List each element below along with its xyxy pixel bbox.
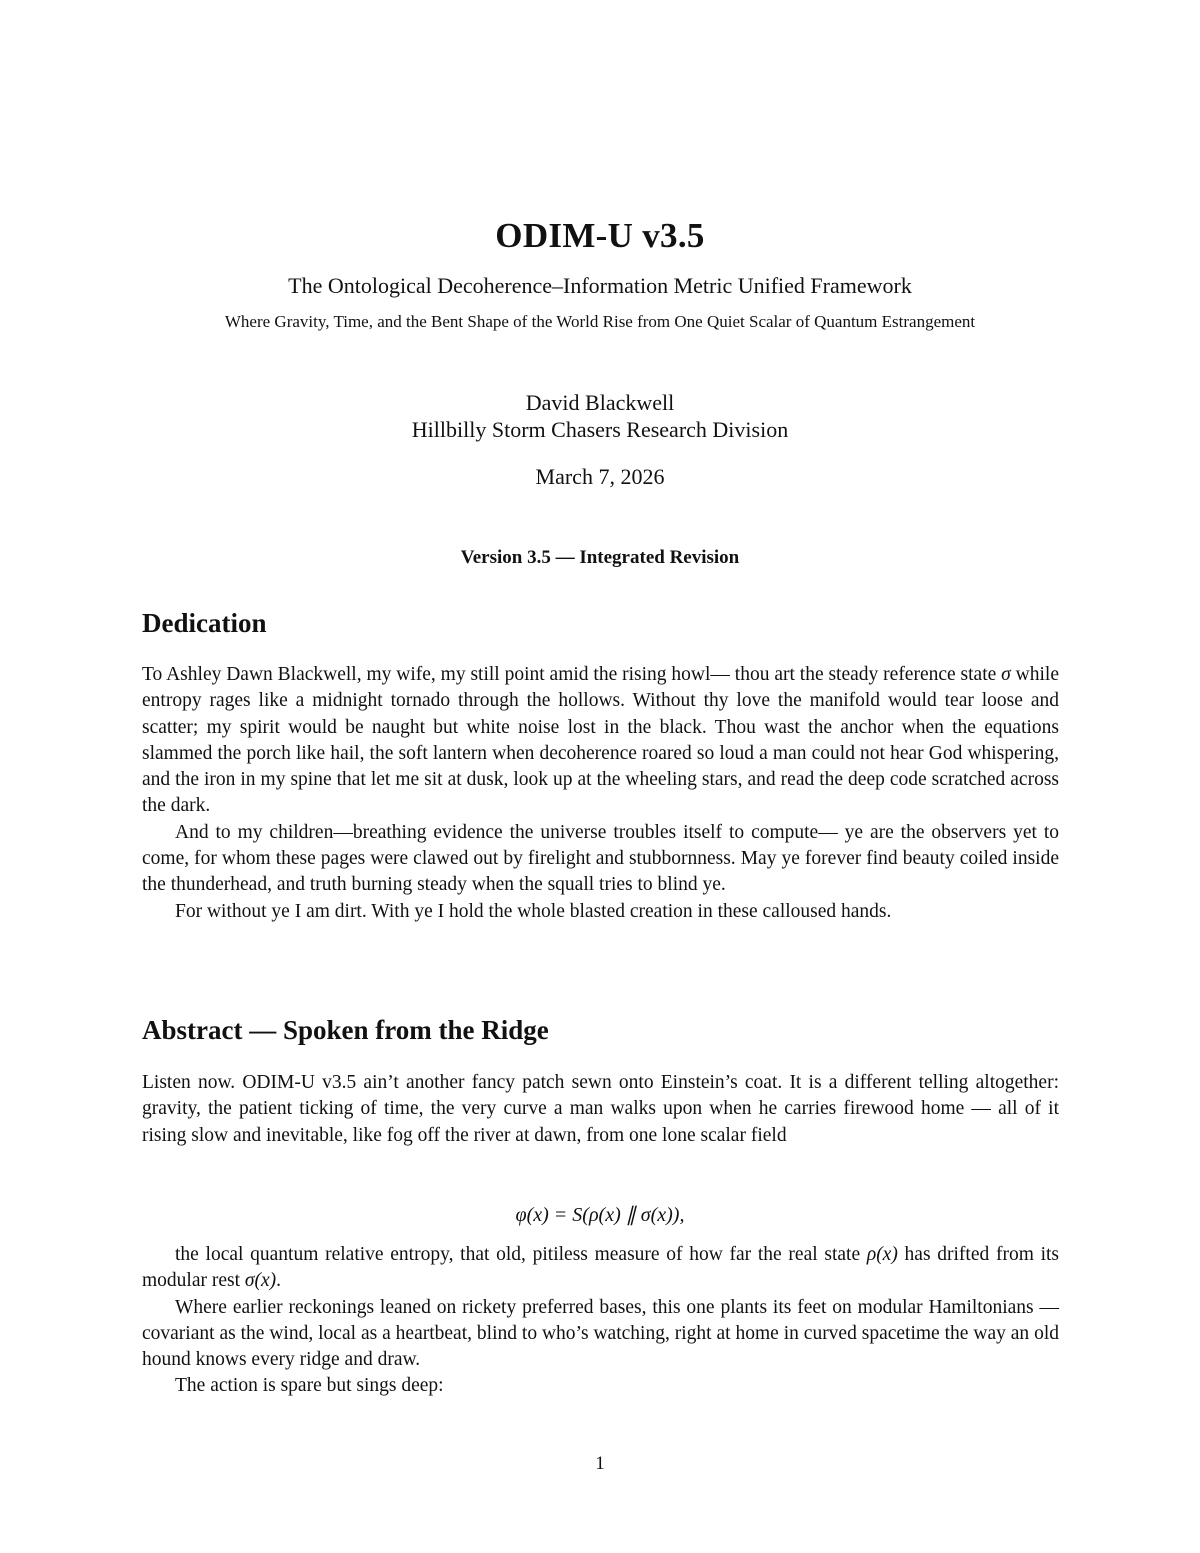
abstract-p2-start: the local quantum relative entropy, that old, pitiless measure of how far the real state bbox=[175, 1244, 867, 1265]
version-line: Version 3.5 — Integrated Revision bbox=[460, 547, 740, 568]
abstract-paragraph-2 bbox=[142, 1242, 1059, 1295]
relative-entropy-equation bbox=[0, 1202, 1200, 1227]
dedication-p1-end: while entropy rages like a midnight tornado through the hollows. Without thy love the manifold would tear loose and scatter; my spirit would be naught but white noise lost in the black. Thou wast the anchor when the equations slammed the porch like hail, the soft lantern when decoherence roared so loud a man could not hear God whispering, and the iron in my spine that let me sit at dusk, look up at the wheeling stars, and read the deep code scratched across the dark. bbox=[142, 664, 1059, 817]
abstract-p2-end: . bbox=[276, 1270, 282, 1292]
abstract-paragraph-3: Where earlier reckonings leaned on rickety preferred bases, this one plants its feet on modular Hamiltonians — covariant as the wind, local as a heartbeat, blind to who’s watching, right at home in curved spacetime the way an old hound knows every ridge and draw. bbox=[142, 1296, 1059, 1371]
abstract-paragraph-1: Listen now. ODIM-U v3.5 ain’t another fancy patch sewn onto Einstein’s coat. It is a different telling altogether: gravity, the patient ticking of time, the very curve a man walks upon when he carries firewood home — all of it rising slow and inevitable, like fog off the river at dawn, from one lone scalar field bbox=[142, 1072, 1059, 1146]
abstract-intro bbox=[142, 1070, 1059, 1149]
dedication-body bbox=[142, 662, 1059, 925]
author-block bbox=[0, 389, 1200, 443]
abstract-body bbox=[142, 1242, 1059, 1400]
abstract-heading: Abstract — Spoken from the Ridge bbox=[142, 1015, 549, 1045]
rho-symbol: ρ(x) bbox=[866, 1244, 898, 1265]
author-affiliation: Hillbilly Storm Chasers Research Division bbox=[411, 417, 789, 442]
dedication-paragraph-2: And to my children—breathing evidence the universe troubles itself to compute— ye are the observers yet to come, for whom these pages were clawed out by firelight and stubbornness. May ye forever find beauty coiled inside the thunderhead, and truth burning steady when the squall tries to blind ye. bbox=[142, 821, 1059, 896]
sigma-x-symbol: σ(x) bbox=[244, 1270, 277, 1292]
sigma-symbol: σ bbox=[1001, 664, 1011, 685]
paper-title: ODIM-U v3.5 bbox=[495, 216, 705, 255]
dedication-paragraph-1 bbox=[142, 662, 1059, 820]
dedication-heading: Dedication bbox=[142, 608, 267, 638]
abstract-paragraph-4: The action is spare but sings deep: bbox=[175, 1375, 444, 1397]
equation-text: φ(x) = S(ρ(x) ∥ σ(x)), bbox=[515, 1204, 685, 1226]
author-name: David Blackwell bbox=[525, 390, 675, 415]
paper-date: March 7, 2026 bbox=[535, 464, 665, 489]
dedication-paragraph-3: For without ye I am dirt. With ye I hold the whole blasted creation in these calloused hands. bbox=[175, 900, 892, 922]
page-number: 1 bbox=[595, 1453, 605, 1474]
dedication-p1-start: To Ashley Dawn Blackwell, my wife, my still point amid the rising howl— thou art the steady reference state bbox=[142, 664, 1002, 685]
abstract-p2-middle: has drifted from its modular rest bbox=[142, 1244, 1060, 1292]
paper-subtitle: The Ontological Decoherence–Information Metric Unified Framework bbox=[288, 273, 912, 298]
paper-tagline: Where Gravity, Time, and the Bent Shape of the World Rise from One Quiet Scalar of Quantum Estrangement bbox=[224, 312, 976, 331]
